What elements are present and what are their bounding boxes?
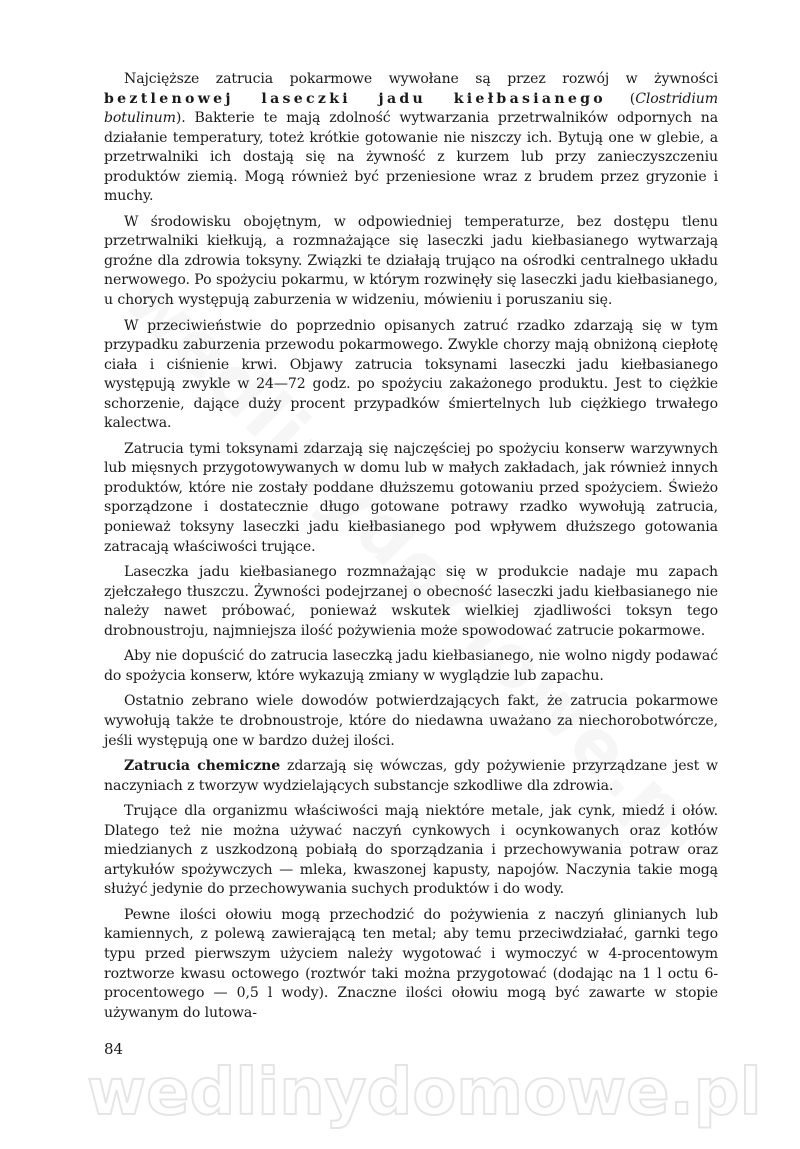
paragraph-lead: Pewne ilości ołowiu mogą przechodzić do pożywienia z naczyń glinianych lub kamiennych, z polewą zawierającą ten metal; aby temu przeciwdziałać, garnki tego typu przed pierwszym użyciem należy wygotować i wymoczyć w 4-procentowym roztworze kwasu octowego (roztwór taki można przygotować (dodając na 1 l octu 6-procentowego — 0,5 l wody). Znaczne ilości ołowiu mogą być zawarte w stopie używanym do lutowa- bbox=[104, 906, 718, 1021]
paragraph-chemical-poisoning bbox=[104, 757, 718, 796]
paragraph-new-evidence: Ostatnio zebrano wiele dowodów potwierdzających fakt, że zatrucia pokarmowe wywołują także te drobnoustroje, które do niedawna uważano za niechorobotwórcze, jeśli występują one w bardzo dużej ilości. bbox=[104, 693, 718, 749]
paren-open: ( bbox=[606, 90, 636, 107]
section-heading-chemical: Zatrucia chemiczne bbox=[124, 758, 281, 775]
paragraph-prevention: Aby nie dopuścić do zatrucia laseczką jadu kiełbasianego, nie wolno nigdy podawać do spożycia konserw, które wykazują zmiany w wyglądzie lub zapachu. bbox=[104, 648, 718, 684]
latin-name: Clostridium botulinum bbox=[104, 90, 718, 127]
paragraph-symptoms: W przeciwieństwie do poprzednio opisanych zatruć rzadko zdarzają się w tym przypadku zaburzenia przewodu pokarmowego. Zwykle chorzy mają obniżoną ciepłotę ciała i ciśnienie krwi. Objawy zatrucia toksynami laseczki jadu kiełbasianego występują zwykle w 24—72 godz. po spożyciu zakażonego produktu. Jest to ciężkie schorzenie, dające duży procent przypadków śmiertelnych lub ciężkiego trwałego kalectwa. bbox=[104, 317, 718, 432]
emphasized-term: beztlenowej laseczki jadu kiełbasianego bbox=[104, 90, 606, 107]
paragraph-text-post: zdarzają się wówczas, gdy pożywienie przyrządzane jest w naczyniach z tworzyw wydzielających substancje szkodliwe dla zdrowia. bbox=[104, 758, 718, 794]
paragraph-text-post: ). Bakterie te mają zdolność wytwarzania przetrwalników odpornych na działanie temperatury, toteż krótkie gotowanie nie niszczy ich. Bytują one w glebie, a przetrwalniki ich dostają się na żywność z kurzem lub przy zanieczyszczeniu produktów ziemią. Mogą również być przeniesione wraz z brudem przez gryzonie i muchy. bbox=[104, 110, 718, 205]
paragraph-sources: Zatrucia tymi toksynami zdarzają się najczęściej po spożyciu konserw warzywnych lub mięsnych przygotowywanych w domu lub w małych zakładach, jak również innych produktów, które nie zostały poddane dłuższemu gotowaniu przed spożyciem. Świeżo sporządzone i dostatecznie długo gotowane potrawy rzadko wywołują zatrucia, ponieważ toksyny laseczki jadu kiełbasianego pod wpływem dłuższego gotowania zatracają właściwości trujące. bbox=[104, 440, 718, 555]
page-number: 84 bbox=[104, 1040, 124, 1058]
page-body bbox=[104, 70, 718, 1023]
bottom-watermark: wedlinydomowe.pl bbox=[87, 1056, 762, 1130]
paragraph-metals: Trujące dla organizmu właściwości mają niektóre metale, jak cynk, miedź i ołów. Dlatego też nie można używać naczyń cynkowych i ocynkowanych oraz kotłów miedzianych z uszkodzoną pobiałą do sporządzania i przechowywania potraw oraz artykułów spożywczych — mleka, kwaszonej kapusty, napojów. Naczynia takie mogą służyć jedynie do przechowywania suchych produktów i do wody. bbox=[104, 803, 718, 898]
paragraph-botulism-intro bbox=[104, 70, 718, 207]
paragraph-text-pre: Najcięższe zatrucia pokarmowe wywołane są przez rozwój w żywności bbox=[124, 71, 718, 87]
paragraph-smell: Laseczka jadu kiełbasianego rozmnażając się w produkcie nadaje mu zapach zjełczałego tłuszczu. Żywności podejrzanej o obecność laseczki jadu kiełbasianego nie należy nawet próbować, ponieważ wskutek wielkiej zjadliwości toksyn tego drobnoustroju, najmniejsza ilość pożywienia może spowodować zatrucie pokarmowe. bbox=[104, 564, 718, 639]
paragraph-environment: W środowisku obojętnym, w odpowiedniej temperaturze, bez dostępu tlenu przetrwalniki kiełkują, a rozmnażające się laseczki jadu kiełbasianego wytwarzają groźne dla zdrowia toksyny. Związki te działają trująco na ośrodki centralnego układu nerwowego. Po spożyciu pokarmu, w którym rozwinęły się laseczki jadu kiełbasianego, u chorych występują zaburzenia w widzeniu, mówieniu i poruszaniu się. bbox=[104, 213, 718, 309]
